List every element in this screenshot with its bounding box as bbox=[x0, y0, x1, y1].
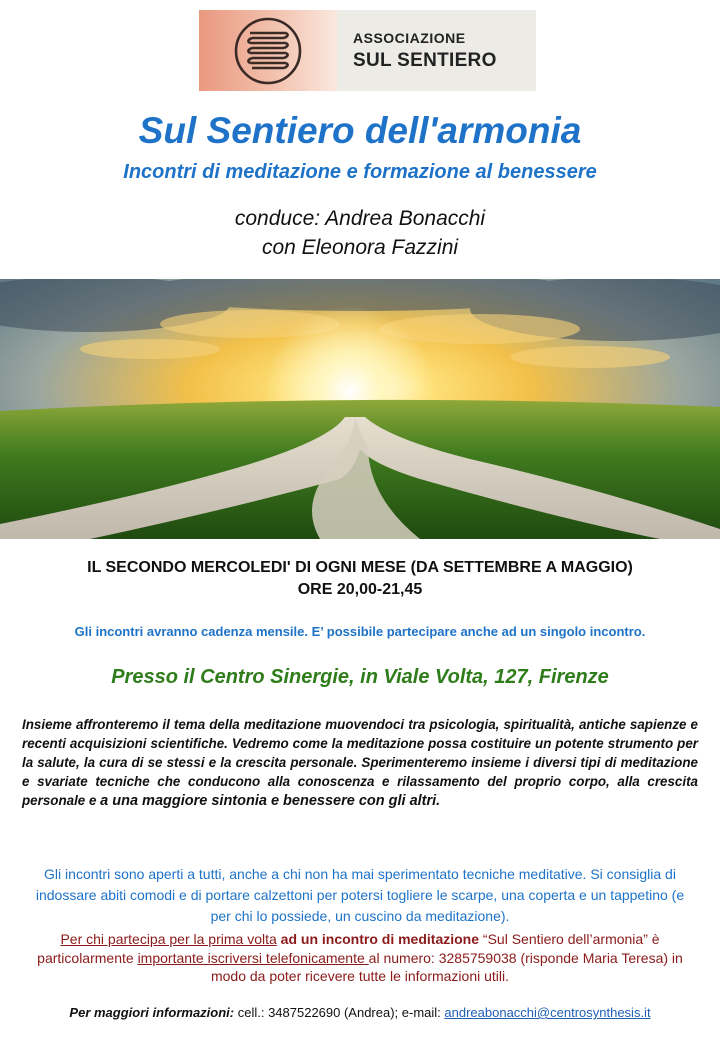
frequency-note: Gli incontri avranno cadenza mensile. E’ possibile partecipare anche ad un singolo incontro. bbox=[74, 624, 646, 639]
page-subtitle: Incontri di meditazione e formazione al benessere bbox=[123, 161, 597, 183]
description-paragraph bbox=[22, 715, 698, 811]
association-logo bbox=[199, 10, 536, 91]
venue-line: Presso il Centro Sinergie, in Viale Volta, 127, Firenze bbox=[111, 666, 609, 688]
registration-paragraph bbox=[18, 930, 702, 986]
contact-line bbox=[0, 1005, 720, 1020]
logo-line-2: SUL SENTIERO bbox=[353, 49, 497, 71]
schedule-time: ORE 20,00-21,45 bbox=[297, 581, 423, 598]
description-main: Insieme affronteremo il tema della meditazione muovendoci tra psicologia, spiritualità, antiche sapienze e recenti acquisizioni scientifiche. Vedremo come la meditazione possa costituire un potente strumento per la salute, la cura di se stessi e la crescita personale. Sperimenteremo insieme i diversi tipi di meditazione e svariate tecniche che conducono alla conoscenza e rilassamento del proprio corpo, alla crescita personale e bbox=[22, 717, 698, 808]
registration-first-time: Per chi partecipa per la prima volta bbox=[60, 931, 277, 947]
email-link[interactable]: andreabonacchi@centrosynthesis.it bbox=[444, 1005, 651, 1020]
registration-meeting: ad un incontro di meditazione bbox=[280, 931, 480, 947]
logo-wordmark bbox=[337, 10, 536, 91]
page-title: Sul Sentiero dell'armonia bbox=[138, 110, 582, 151]
conductor-line: conduce: Andrea Bonacchi bbox=[234, 207, 486, 230]
co-conductor-line: con Eleonora Fazzini bbox=[261, 236, 459, 259]
registration-phone-important: importante iscriversi telefonicamente bbox=[137, 949, 369, 966]
schedule-day: IL SECONDO MERCOLEDI' DI OGNI MESE (DA SETTEMBRE A MAGGIO) bbox=[87, 559, 633, 576]
description-last: a una maggiore sintonia e benessere con gli altri. bbox=[100, 793, 441, 809]
registration-phone: al numero: 3285759038 (risponde Maria Teresa) in modo da poter ricevere tutte le informazioni utili. bbox=[210, 949, 683, 984]
sunrise-landscape-image bbox=[0, 279, 720, 539]
labyrinth-icon bbox=[199, 10, 337, 91]
info-paragraph: Gli incontri sono aperti a tutti, anche a chi non ha mai sperimentato tecniche meditative. Si consiglia di indossare abiti comodi e di portare calzettoni per potersi togliere le scarpe, una coperta e un tappetino (e per chi lo possiede, un cuscino da meditazione). bbox=[35, 866, 685, 924]
contact-text: cell.: 3487522690 (Andrea); e-mail: bbox=[234, 1005, 445, 1020]
contact-label: Per maggiori informazioni: bbox=[69, 1005, 235, 1020]
registration-event: “Sul Sentiero dell’armonia” è particolarmente bbox=[37, 931, 660, 966]
logo-line-1: ASSOCIAZIONE bbox=[353, 29, 466, 46]
